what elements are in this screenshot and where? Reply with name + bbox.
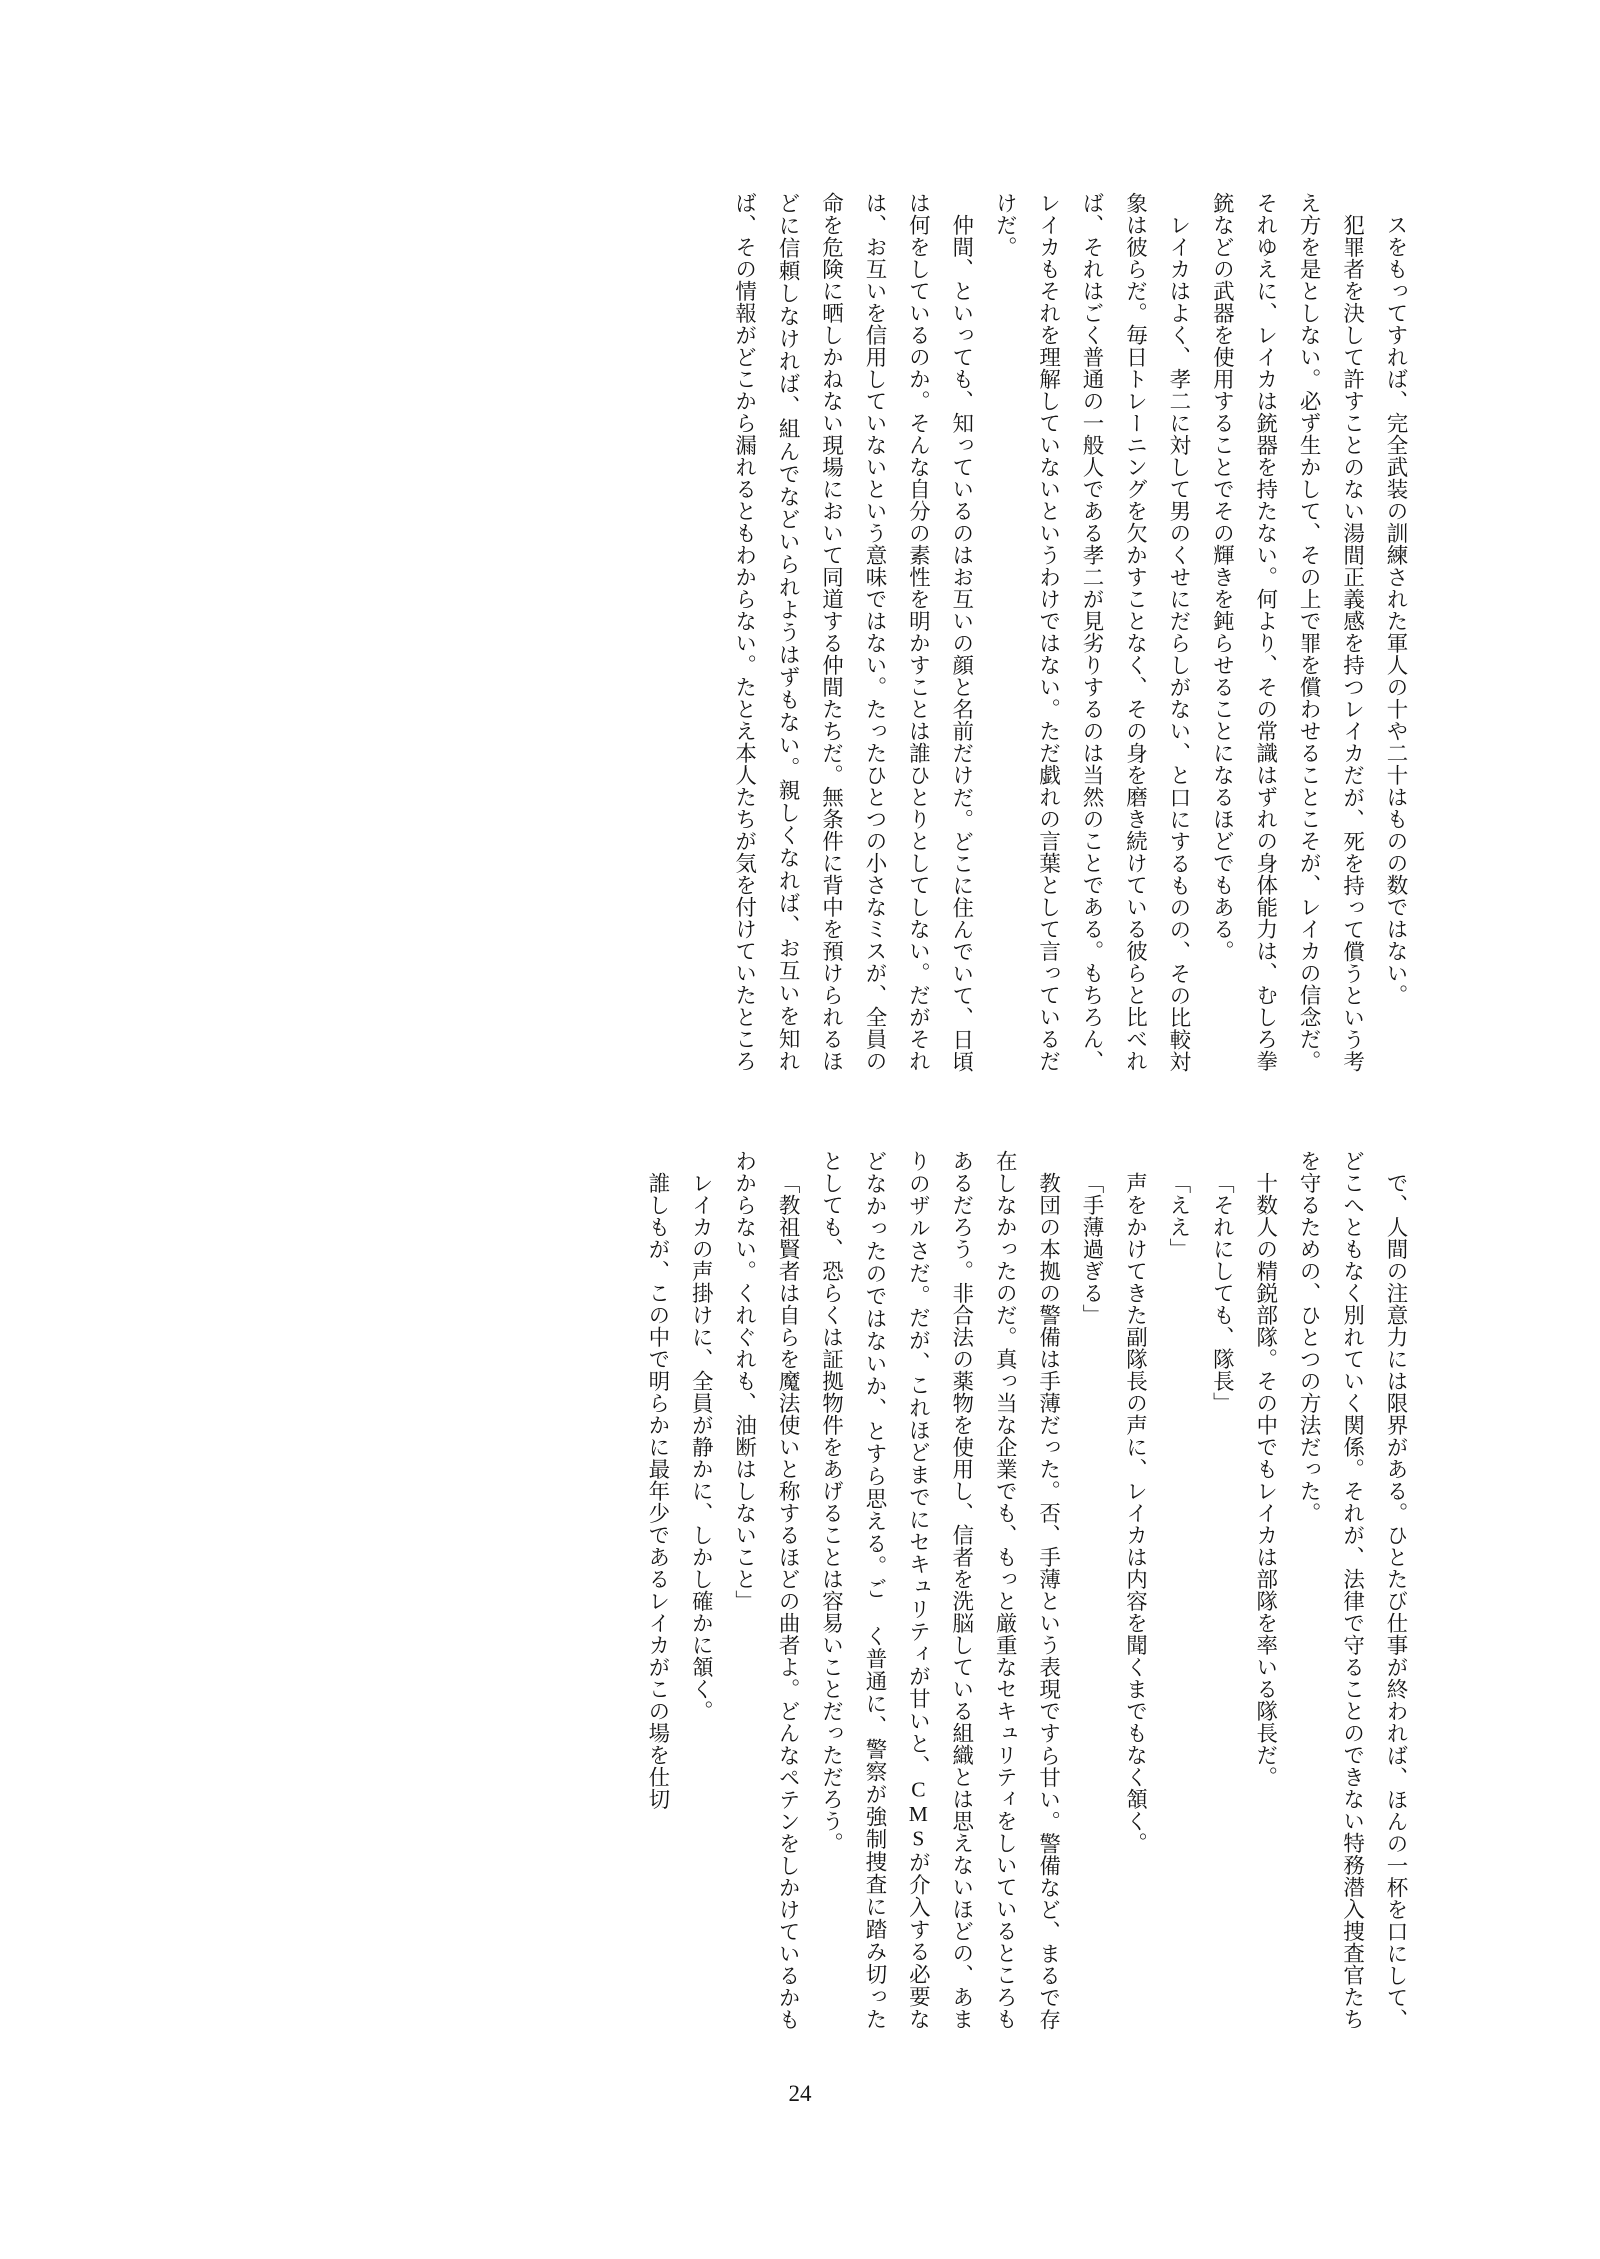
paragraph-lower-4: 「ええ」 bbox=[1166, 1171, 1191, 1260]
paragraph-lower-7: 教団の本拠の警備は手薄だった。否、手薄という表現ですら甘い。警備など、まるで存在しなかったのだ。真っ当な企業でも、もっと厳重なセキュリティをしいているところもあるだろう。非合法の薬物を使用し、信者を洗脳している組織とは思えないほどの、あまりのザルさだ。だが、これほどまでにセキュリティが甘いと、CMSが介入する必要などなかったのではないか、とすら思える。ご く普通に、警察が強制捜査に踏み切ったとしても、恐らくは証拠物件をあげることは容易いことだっただろう。 bbox=[819, 1150, 1061, 2031]
paragraph-lower-1: で、人間の注意力には限界がある。ひとたび仕事が終われば、ほんの一杯を口にして、どこへともなく別れていく関係。それが、法律で守ることのできない特務潜入捜査官たちを守るための、ひとつの方法だった。 bbox=[1297, 1150, 1408, 2030]
paragraph-lower-8: 「教祖賢者は自らを魔法使いと称するほどの曲者よ。どんなペテンをしかけているかもわからない。くれぐれも、油断はしないこと」 bbox=[732, 1150, 801, 2030]
paragraph-lower-6: 「手薄過ぎる」 bbox=[1080, 1171, 1105, 1326]
paragraph-upper-1: スをもってすれば、完全武装の訓練された軍人の十や二十はものの数ではない。 bbox=[1384, 213, 1408, 1006]
paragraph-upper-2: 犯罪者を決して許すことのない湯間正義感を持つレイカだが、死を持って償うという考え方を是としない。必ず生かして、その上で罪を償わせることこそが、レイカの信念だ。それゆえに、レイカは銃器を持たない。何より、その常識はずれの身体能力は、むしろ拳銃などの武器を使用することでその輝きを鈍らせることになるほどでもある。 bbox=[1210, 192, 1365, 1073]
paragraph-lower-2: 十数人の精鋭部隊。その中でもレイカは部隊を率いる隊長だ。 bbox=[1253, 1171, 1278, 1788]
paragraph-upper-3: レイカはよく、孝二に対して男のくせにだらしがない、と口にするものの、その比較対象は彼らだ。毎日トレーニングを欠かすことなく、その身を磨き続けている彼らと比べれば、それはごく普通の一般人である孝二が見劣りするのは当然のことである。もちろん、レイカもそれを理解していないというわけではない。ただ戯れの言葉として言っているだけだ。 bbox=[993, 192, 1191, 1072]
paragraph-lower-10: 誰しもが、この中で明らかに最年少であるレイカがこの場を仕切 bbox=[645, 1171, 670, 1810]
text-block-upper bbox=[247, 192, 1417, 1072]
paragraph-lower-3: 「それにしても、隊長」 bbox=[1210, 1171, 1235, 1414]
paragraph-lower-9: レイカの声掛けに、全員が静かに、しかし確かに頷く。 bbox=[689, 1171, 714, 1722]
paragraph-lower-5: 声をかけてきた副隊長の声に、レイカは内容を聞くまでもなく頷く。 bbox=[1123, 1171, 1148, 1854]
paragraph-upper-4: 仲間、といっても、知っているのはお互いの顔と名前だけだ。どこに住んでいて、日頃は何をしているのか。そんな自分の素性を明かすことは誰ひとりとしてしない。だがそれは、お互いを信用していないという意味ではない。たったひとつの小さなミスが、全員の命を危険に晒しかねない現場において同道する仲間たちだ。無条件に背中を預けられるほどに信頼しなければ、組んでなどいられようはずもない。親しくなれば、お互いを知れば、その情報がどこから漏れるともわからない。たとえ本人たちが気を付けていたところ bbox=[732, 192, 974, 1072]
text-block-lower bbox=[645, 1150, 1417, 2031]
page-number: 24 bbox=[788, 2081, 812, 2106]
